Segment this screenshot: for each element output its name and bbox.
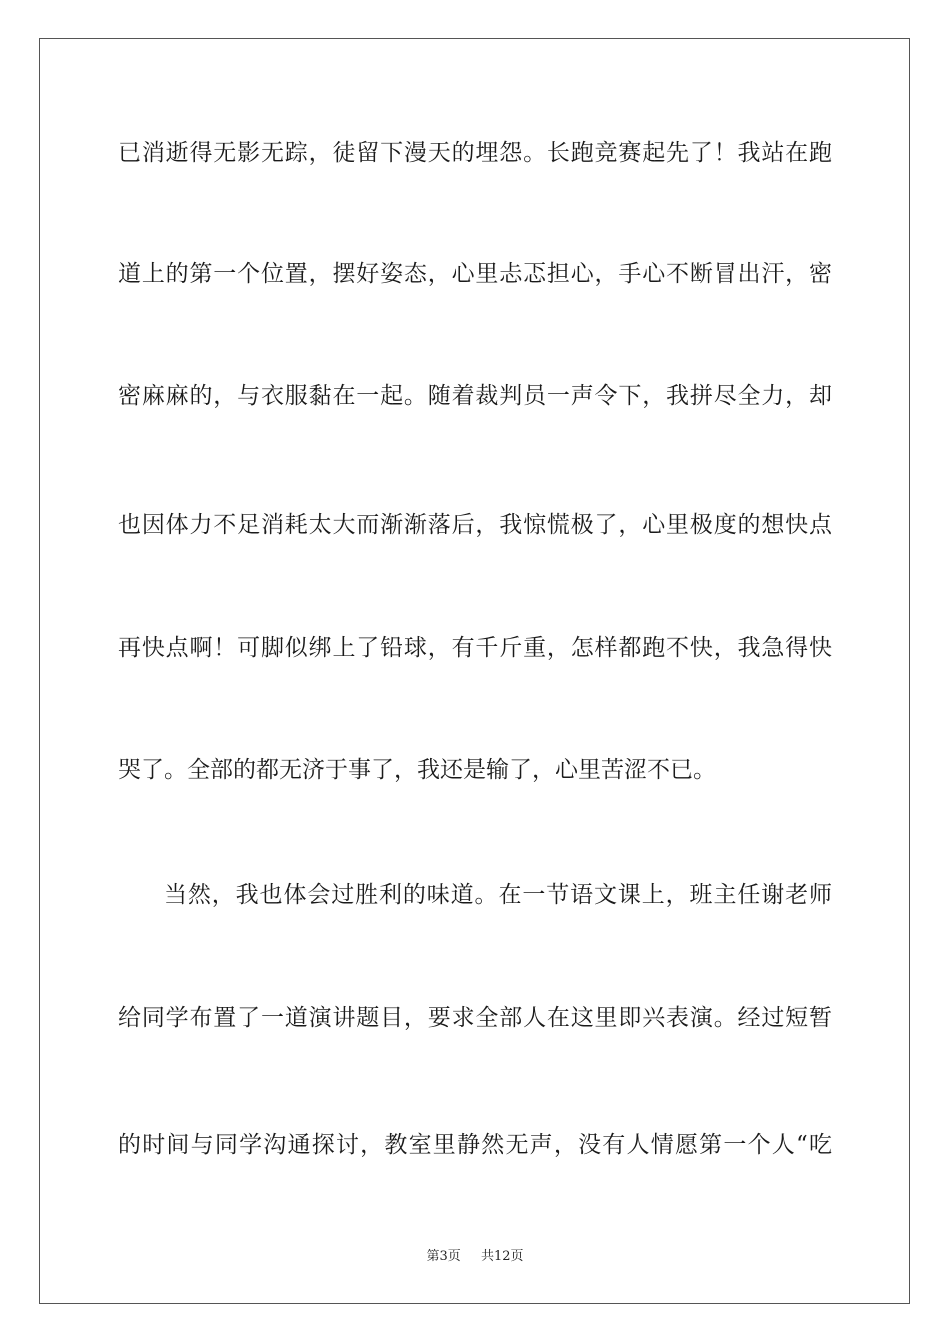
body-line-5: 再快点啊！可脚似绑上了铅球，有千斤重，怎样都跑不快，我急得快 bbox=[118, 635, 832, 661]
body-line-3: 密麻麻的，与衣服黏在一起。随着裁判员一声令下，我拼尽全力，却 bbox=[118, 383, 832, 409]
paragraph-start-line: 当然，我也体会过胜利的味道。在一节语文课上，班主任谢老师 bbox=[164, 882, 832, 908]
body-line-1: 已消逝得无影无踪，徒留下漫天的埋怨。长跑竞赛起先了！我站在跑 bbox=[118, 140, 832, 166]
page-number-total: 共12页 bbox=[481, 1249, 524, 1264]
body-line-4: 也因体力不足消耗太大而渐渐落后，我惊慌极了，心里极度的想快点 bbox=[118, 512, 832, 538]
body-line-2: 道上的第一个位置，摆好姿态，心里忐忑担心，手心不断冒出汗，密 bbox=[118, 261, 832, 287]
page-footer bbox=[0, 1248, 950, 1266]
page-number-current: 第3页 bbox=[426, 1249, 461, 1264]
body-line-9: 的时间与同学沟通探讨，教室里静然无声，没有人情愿第一个人“吃 bbox=[118, 1132, 832, 1158]
body-line-8: 给同学布置了一道演讲题目，要求全部人在这里即兴表演。经过短暂 bbox=[118, 1005, 832, 1031]
page-border bbox=[39, 38, 910, 1304]
body-line-6: 哭了。全部的都无济于事了，我还是输了，心里苦涩不已。 bbox=[118, 757, 716, 783]
